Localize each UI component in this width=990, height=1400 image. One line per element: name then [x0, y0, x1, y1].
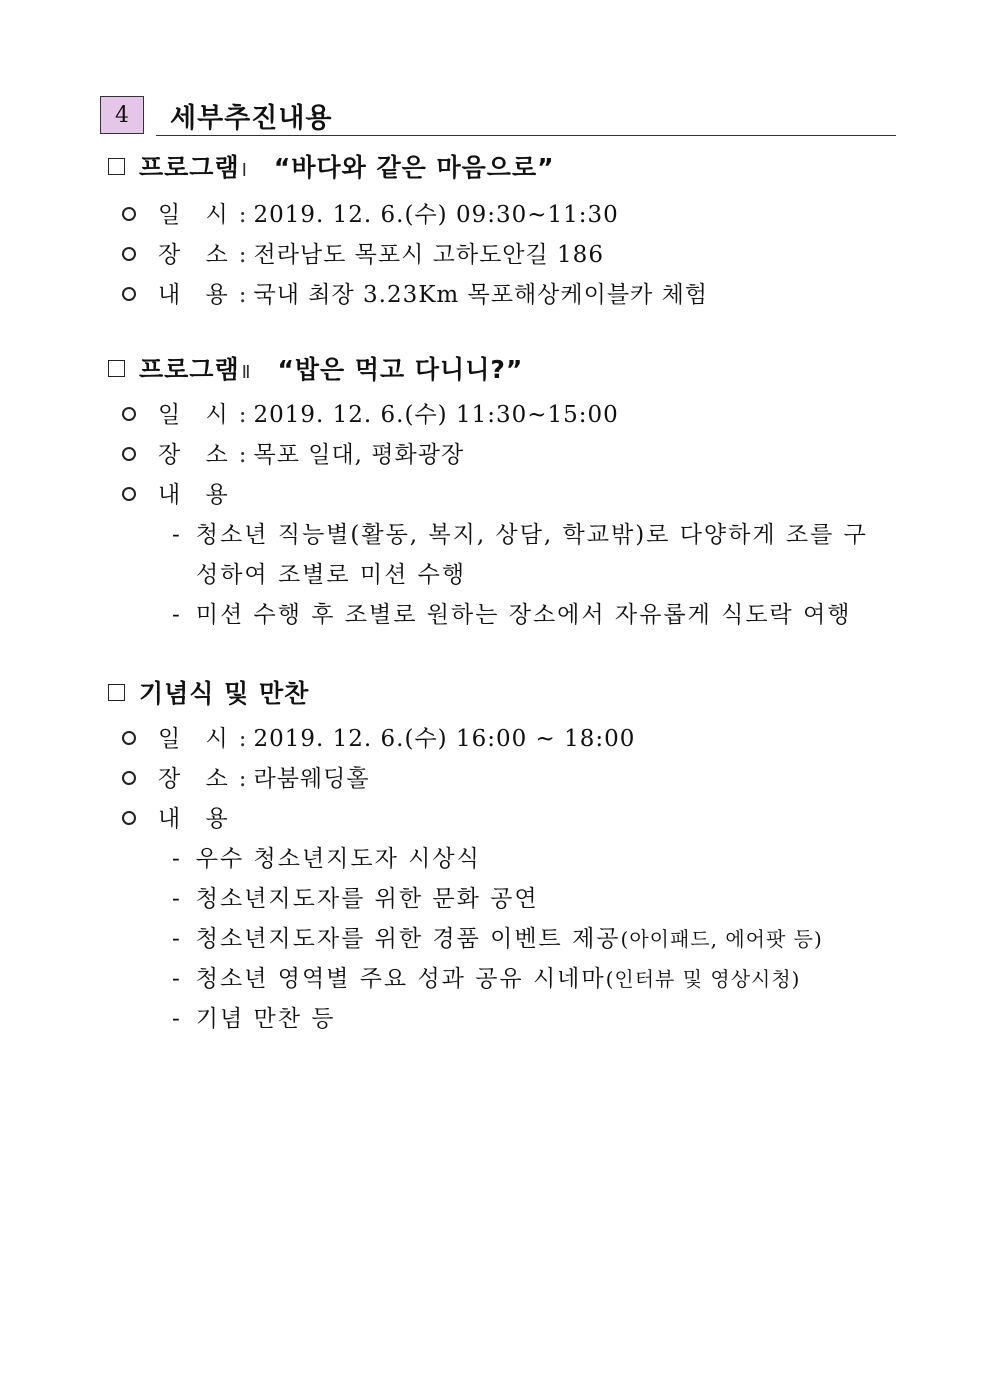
program-2-place	[122, 436, 464, 469]
item-label: 내 용	[158, 806, 237, 832]
program-1-quote: “바다와 같은 마음으로”	[273, 153, 555, 182]
sub-text: 기념 만찬 등	[195, 1006, 336, 1032]
section-header	[100, 94, 896, 138]
program-2-sub-1	[172, 516, 868, 549]
program-1-content	[122, 276, 708, 309]
circle-bullet-icon	[122, 207, 136, 221]
item-value: 2019. 12. 6.(수) 09:30~11:30	[253, 202, 619, 228]
circle-bullet-icon	[122, 731, 136, 745]
ceremony-sub-5	[172, 1000, 336, 1033]
program-1-roman: Ⅰ	[241, 160, 248, 181]
program-2-title: 프로그램	[139, 355, 240, 384]
section-number: 4	[115, 102, 129, 128]
item-value: 국내 최장 3.23Km 목포해상케이블카 체험	[253, 282, 708, 308]
ceremony-sub-4	[172, 960, 801, 993]
colon: :	[238, 726, 248, 752]
ceremony-date	[122, 720, 635, 753]
ceremony-sub-2	[172, 880, 539, 913]
dash-bullet: -	[172, 926, 182, 952]
section-title: 세부추진내용	[170, 103, 333, 134]
sub-note: (아이패드, 에어팟 등)	[620, 927, 823, 951]
item-label: 장 소	[158, 766, 237, 792]
item-value: 2019. 12. 6.(수) 16:00 ~ 18:00	[253, 726, 636, 752]
ceremony-place	[122, 760, 370, 793]
item-value: 전라남도 목포시 고하도안길 186	[253, 242, 604, 268]
circle-bullet-icon	[122, 407, 136, 421]
ceremony-heading	[108, 674, 309, 710]
sub-text: 성하여 조별로 미션 수행	[196, 562, 467, 588]
colon: :	[238, 242, 248, 268]
item-label: 장 소	[158, 442, 237, 468]
sub-note: (인터뷰 및 영상시청)	[605, 967, 801, 991]
checkbox-square-icon	[108, 360, 125, 377]
colon: :	[238, 442, 248, 468]
program-2-quote: “밥은 먹고 다니니?”	[277, 355, 524, 384]
circle-bullet-icon	[122, 247, 136, 261]
dash-bullet: -	[172, 966, 182, 992]
program-2-heading	[108, 350, 523, 386]
program-1-place	[122, 236, 604, 269]
checkbox-square-icon	[108, 158, 125, 175]
checkbox-square-icon	[108, 684, 125, 701]
circle-bullet-icon	[122, 447, 136, 461]
item-label: 장 소	[158, 242, 237, 268]
program-2-content	[122, 476, 237, 509]
program-2-sub-1-cont	[196, 556, 466, 589]
sub-text: 청소년지도자를 위한 경품 이벤트 제공	[195, 926, 621, 952]
program-1-title: 프로그램	[139, 153, 240, 182]
dash-bullet: -	[172, 1006, 182, 1032]
program-2-date	[122, 396, 619, 429]
program-2-roman: Ⅱ	[241, 362, 252, 383]
ceremony-sub-1	[172, 840, 481, 873]
program-1-date	[122, 196, 619, 229]
program-1-heading	[108, 148, 555, 184]
dash-bullet: -	[172, 522, 182, 548]
circle-bullet-icon	[122, 287, 136, 301]
circle-bullet-icon	[122, 811, 136, 825]
sub-text: 청소년 직능별(활동, 복지, 상담, 학교밖)로 다양하게 조를 구	[195, 522, 868, 548]
circle-bullet-icon	[122, 771, 136, 785]
item-label: 일 시	[158, 726, 237, 752]
sub-text: 미션 수행 후 조별로 원하는 장소에서 자유롭게 식도락 여행	[195, 602, 852, 628]
sub-text: 우수 청소년지도자 시상식	[195, 846, 481, 872]
section-number-box	[100, 96, 144, 134]
colon: :	[238, 202, 248, 228]
dash-bullet: -	[172, 886, 182, 912]
program-2-sub-2	[172, 596, 852, 629]
sub-text: 청소년 영역별 주요 성과 공유 시네마	[195, 966, 606, 992]
colon: :	[238, 766, 248, 792]
ceremony-sub-3	[172, 920, 823, 953]
dash-bullet: -	[172, 602, 182, 628]
header-underline	[156, 135, 896, 136]
colon: :	[238, 402, 248, 428]
dash-bullet: -	[172, 846, 182, 872]
circle-bullet-icon	[122, 487, 136, 501]
item-value: 2019. 12. 6.(수) 11:30~15:00	[253, 402, 619, 428]
ceremony-title: 기념식 및 만찬	[139, 679, 310, 708]
colon: :	[238, 282, 248, 308]
item-label: 일 시	[158, 202, 237, 228]
ceremony-content	[122, 800, 237, 833]
item-label: 내 용	[158, 482, 237, 508]
sub-text: 청소년지도자를 위한 문화 공연	[195, 886, 539, 912]
item-value: 목포 일대, 평화광장	[253, 442, 465, 468]
item-label: 내 용	[158, 282, 237, 308]
item-label: 일 시	[158, 402, 237, 428]
item-value: 라붐웨딩홀	[253, 766, 370, 792]
